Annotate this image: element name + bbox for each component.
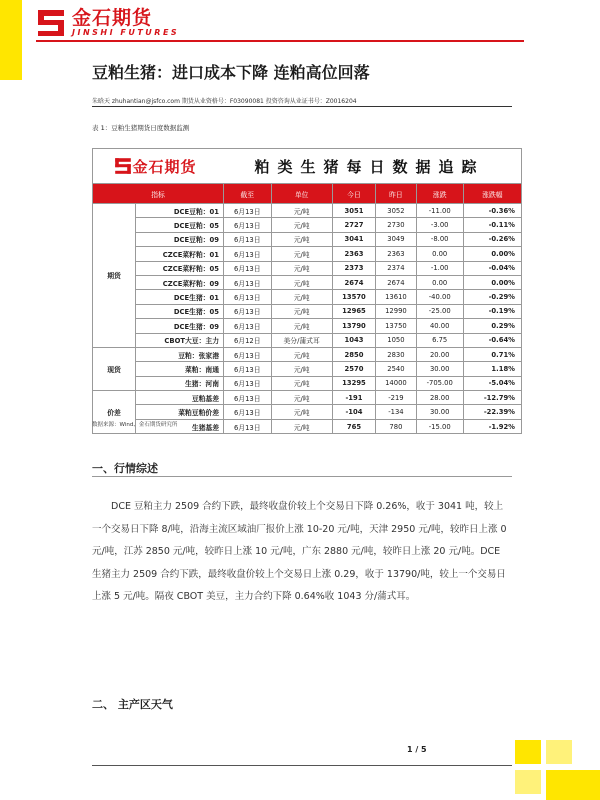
value-cell: 40.00 [416, 319, 463, 333]
indicator-cell: 生猪：河南 [136, 376, 224, 390]
indicator-cell: CZCE菜籽粕：09 [136, 275, 224, 289]
table-row [93, 405, 522, 419]
logo-chinese-name: 金石期货 [72, 7, 153, 29]
futures-data-table [92, 183, 522, 434]
company-logo [36, 8, 179, 38]
section-heading-market-overview: 一、行情综述 [92, 462, 158, 475]
value-cell: 3041 [332, 232, 375, 246]
column-header: 涨跌 [416, 184, 463, 204]
value-cell: 30.00 [416, 405, 463, 419]
value-cell: 6月13日 [224, 347, 272, 361]
value-cell: -0.26% [463, 232, 521, 246]
value-cell: 元/吨 [271, 376, 332, 390]
value-cell: -0.04% [463, 261, 521, 275]
table-row [93, 204, 522, 218]
value-cell: 元/吨 [271, 247, 332, 261]
yellow-block-decoration [546, 770, 600, 800]
column-header: 今日 [332, 184, 375, 204]
value-cell: 20.00 [416, 347, 463, 361]
indicator-cell: DCE生猪：05 [136, 304, 224, 318]
value-cell: -705.00 [416, 376, 463, 390]
value-cell: 2363 [376, 247, 417, 261]
value-cell: 6月13日 [224, 290, 272, 304]
value-cell: 元/吨 [271, 204, 332, 218]
table-row [93, 319, 522, 333]
value-cell: -191 [332, 391, 375, 405]
report-title: 豆粕生猪：进口成本下降 连粕高位回落 [92, 63, 370, 82]
value-cell: 0.00% [463, 275, 521, 289]
value-cell: 2850 [332, 347, 375, 361]
table-banner [92, 148, 522, 183]
value-cell: 780 [376, 419, 417, 433]
table-row [93, 232, 522, 246]
value-cell: -104 [332, 405, 375, 419]
value-cell: 元/吨 [271, 319, 332, 333]
indicator-cell: DCE豆粕：05 [136, 218, 224, 232]
value-cell: 2727 [332, 218, 375, 232]
data-source-note: 数据来源：Wind、金石期货研究所 [92, 422, 178, 428]
value-cell: 6月13日 [224, 218, 272, 232]
value-cell: -1.92% [463, 419, 521, 433]
value-cell: 13790 [332, 319, 375, 333]
value-cell: 元/吨 [271, 347, 332, 361]
table-row [93, 218, 522, 232]
indicator-cell: DCE豆粕：01 [136, 204, 224, 218]
value-cell: -22.39% [463, 405, 521, 419]
value-cell: 2374 [376, 261, 417, 275]
value-cell: 元/吨 [271, 405, 332, 419]
value-cell: 3051 [332, 204, 375, 218]
value-cell: -134 [376, 405, 417, 419]
indicator-cell: CZCE菜籽粕：05 [136, 261, 224, 275]
value-cell: 2674 [376, 275, 417, 289]
column-header: 昨日 [376, 184, 417, 204]
section-heading-weather: 二、 主产区天气 [92, 698, 173, 711]
value-cell: -0.36% [463, 204, 521, 218]
value-cell: 6月13日 [224, 247, 272, 261]
table-row [93, 304, 522, 318]
value-cell: 13570 [332, 290, 375, 304]
value-cell: 28.00 [416, 391, 463, 405]
column-header: 单位 [271, 184, 332, 204]
value-cell: 0.00 [416, 275, 463, 289]
table-title: 粕类生猪每日数据追踪 [254, 157, 485, 176]
table-row [93, 362, 522, 376]
value-cell: -15.00 [416, 419, 463, 433]
value-cell: 6月13日 [224, 232, 272, 246]
value-cell: 30.00 [416, 362, 463, 376]
page-number: 1 / 5 [407, 745, 427, 754]
logo-english-name: JINSHI FUTURES [72, 28, 180, 37]
indicator-cell: 豆粕：张家港 [136, 347, 224, 361]
column-header: 截至 [224, 184, 272, 204]
value-cell: 765 [332, 419, 375, 433]
table-logo [93, 156, 218, 177]
value-cell: 元/吨 [271, 362, 332, 376]
table-row [93, 376, 522, 390]
value-cell: 元/吨 [271, 290, 332, 304]
value-cell: 12965 [332, 304, 375, 318]
table-header-row [93, 184, 522, 204]
indicator-cell: CZCE菜籽粕：01 [136, 247, 224, 261]
value-cell: 美分/蒲式耳 [271, 333, 332, 347]
value-cell: 2570 [332, 362, 375, 376]
value-cell: 2363 [332, 247, 375, 261]
section-divider [92, 476, 512, 477]
value-cell: 12990 [376, 304, 417, 318]
value-cell: -3.00 [416, 218, 463, 232]
value-cell: -0.11% [463, 218, 521, 232]
value-cell: 元/吨 [271, 275, 332, 289]
value-cell: 0.00% [463, 247, 521, 261]
value-cell: 0.29% [463, 319, 521, 333]
category-cell: 现货 [93, 347, 136, 390]
value-cell: 6月13日 [224, 391, 272, 405]
value-cell: 6月13日 [224, 261, 272, 275]
value-cell: -0.29% [463, 290, 521, 304]
table-logo-text: 金石期货 [132, 157, 197, 176]
data-table-container [92, 148, 522, 434]
value-cell: 2540 [376, 362, 417, 376]
value-cell: 13610 [376, 290, 417, 304]
column-header: 指标 [93, 184, 224, 204]
indicator-cell: CBOT大豆：主力 [136, 333, 224, 347]
value-cell: 6月12日 [224, 333, 272, 347]
value-cell: -11.00 [416, 204, 463, 218]
header-divider [36, 40, 524, 42]
value-cell: 6月13日 [224, 376, 272, 390]
author-line: 朱晗天 zhuhantian@jsfco.com 期货从业资格号：F03090081 投资咨询从业证书号：Z0016204 [92, 98, 357, 105]
footer-divider [92, 765, 512, 766]
author-divider [92, 106, 512, 107]
value-cell: 6.75 [416, 333, 463, 347]
value-cell: 13295 [332, 376, 375, 390]
yellow-block-decoration [546, 740, 572, 764]
value-cell: 2730 [376, 218, 417, 232]
value-cell: 0.00 [416, 247, 463, 261]
yellow-corner-decoration [0, 0, 22, 80]
indicator-cell: 菜粕豆粕价差 [136, 405, 224, 419]
indicator-cell: 生猪基差 [136, 419, 224, 433]
value-cell: 2373 [332, 261, 375, 275]
table-row [93, 347, 522, 361]
value-cell: -12.79% [463, 391, 521, 405]
value-cell: -219 [376, 391, 417, 405]
value-cell: 元/吨 [271, 218, 332, 232]
yellow-block-decoration [515, 770, 541, 794]
table-row [93, 333, 522, 347]
value-cell: 6月13日 [224, 405, 272, 419]
indicator-cell: DCE豆粕：09 [136, 232, 224, 246]
table-row [93, 261, 522, 275]
value-cell: 元/吨 [271, 304, 332, 318]
value-cell: 元/吨 [271, 419, 332, 433]
value-cell: 元/吨 [271, 232, 332, 246]
value-cell: 0.71% [463, 347, 521, 361]
value-cell: -0.64% [463, 333, 521, 347]
table-logo-icon [114, 157, 132, 175]
value-cell: 6月13日 [224, 204, 272, 218]
indicator-cell: DCE生猪：09 [136, 319, 224, 333]
logo-mark-icon [36, 8, 66, 38]
table-row [93, 391, 522, 405]
value-cell: 6月13日 [224, 362, 272, 376]
value-cell: -0.19% [463, 304, 521, 318]
value-cell: 元/吨 [271, 261, 332, 275]
value-cell: 14000 [376, 376, 417, 390]
value-cell: -8.00 [416, 232, 463, 246]
value-cell: 13750 [376, 319, 417, 333]
value-cell: -1.00 [416, 261, 463, 275]
indicator-cell: 豆粕基差 [136, 391, 224, 405]
table-row [93, 275, 522, 289]
column-header: 涨跌幅 [463, 184, 521, 204]
indicator-cell: DCE生猪：01 [136, 290, 224, 304]
category-cell: 价差 [93, 391, 136, 434]
value-cell: 1043 [332, 333, 375, 347]
market-overview-paragraph: DCE 豆粕主力 2509 合约下跌，最终收盘价较上个交易日下降 0.26%，收于 3041 吨，较上一个交易日下降 8/吨，沿海主流区域油厂报价上涨 10-20 元/吨，天津 2950 元/吨，较昨日上涨 0 元/吨，江苏 2850 元/吨，较昨日上涨 10 元/吨，广东 2880 元/吨，较昨日上涨 20 元/吨。DCE 生猪主力 2509 合约下跌，最终收盘价较上个交易日上涨 0.29，收于 13790/吨，较上一个交易日上涨 5 元/吨。隔夜 CBOT 美豆，主力合约下降 0.64%收 1043 分/蒲式耳。 [92, 501, 507, 602]
table-row [93, 247, 522, 261]
value-cell: 6月13日 [224, 419, 272, 433]
value-cell: 2830 [376, 347, 417, 361]
value-cell: 1.18% [463, 362, 521, 376]
value-cell: 3052 [376, 204, 417, 218]
value-cell: 元/吨 [271, 391, 332, 405]
category-cell: 期货 [93, 204, 136, 348]
value-cell: 1050 [376, 333, 417, 347]
value-cell: 3049 [376, 232, 417, 246]
yellow-block-decoration [515, 740, 541, 764]
value-cell: -25.00 [416, 304, 463, 318]
indicator-cell: 菜粕：南通 [136, 362, 224, 376]
value-cell: 6月13日 [224, 275, 272, 289]
value-cell: -5.04% [463, 376, 521, 390]
table-caption: 表 1：豆粕生猪期货日度数据监测 [92, 124, 190, 132]
value-cell: -40.00 [416, 290, 463, 304]
value-cell: 2674 [332, 275, 375, 289]
value-cell: 6月13日 [224, 304, 272, 318]
table-row [93, 290, 522, 304]
value-cell: 6月13日 [224, 319, 272, 333]
